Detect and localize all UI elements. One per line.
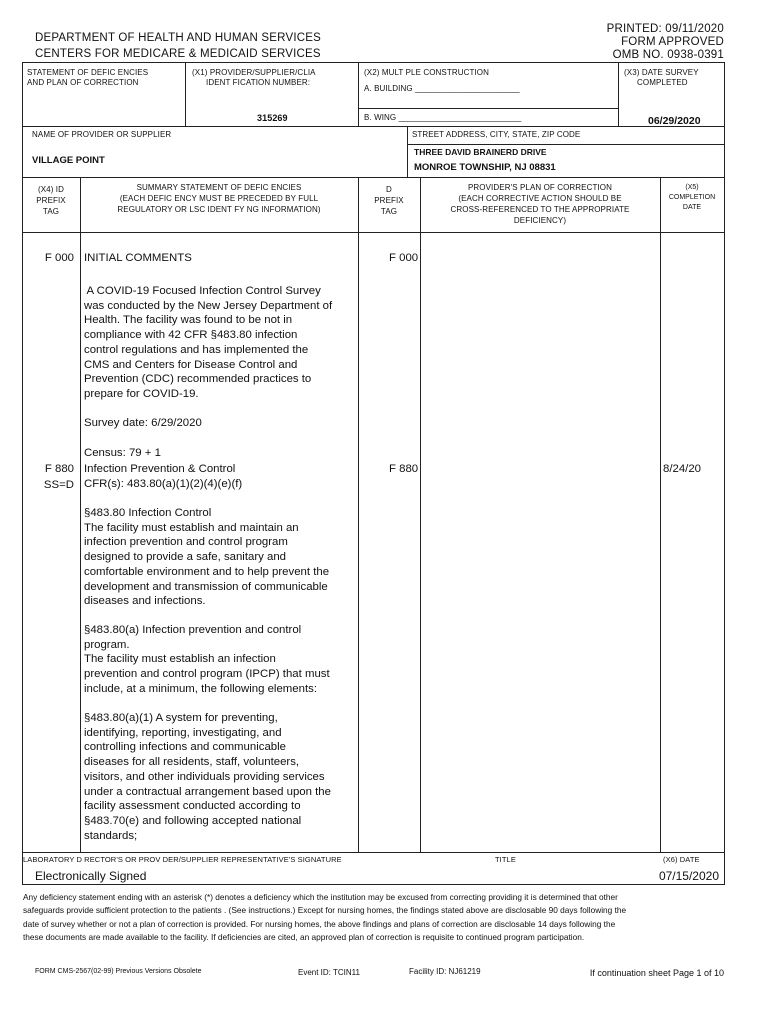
summary-heading: SUMMARY STATEMENT OF DEFIC ENCIES (EACH DEFIC ENCY MUST BE PRECEDED BY FULL REGULATORY OR LSC IDENT FY NG INFORMATION) [117,183,321,214]
initial-comments-heading: INITIAL COMMENTS [84,252,192,264]
department-line: DEPARTMENT OF HEALTH AND HUMAN SERVICES [35,32,321,44]
statement-label: STATEMENT OF DEFIC ENCIES [27,68,149,77]
building-label: A. BUILDING _______________________ [364,84,520,93]
x5-heading: (X5) COMPLETION DATE [668,184,716,211]
frame-right [724,62,725,884]
facility-id: Facility ID: NJ61219 [409,967,481,976]
title-label: TITLE [495,855,516,864]
signature-label: LABORATORY D RECTOR'S OR PROV DER/SUPPLIER REPRESENTATIVE'S SIGNATURE [23,855,342,864]
form-approved: FORM APPROVED [621,36,724,48]
rule-below-ids [22,126,725,127]
provider-name: VILLAGE POINT [32,155,105,166]
x4-heading: (X4) ID PREFIX TAG [36,185,66,216]
date-label: (X6) DATE [663,855,700,864]
survey-date: Survey date: 6/29/2020 [84,417,202,429]
centers-line: CENTERS FOR MEDICARE & MEDICAID SERVICES [35,48,321,60]
survey-completed-date: 06/29/2020 [648,115,701,127]
tag-f000-left: F 000 [44,252,74,264]
x3-label: (X3) DATE SURVEY [624,68,699,77]
rule-above-signature [22,852,725,853]
f880-cfr: CFR(s): 483.80(a)(1)(2)(4)(e)(f) [84,478,243,490]
f880-title: Infection Prevention & Control [84,463,236,475]
disclaimer: Any deficiency statement ending with an asterisk (*) denotes a deficiency which the institution may be excused from correcting providing it is determined that other safeguards provide sufficient protection to the patients . (See instructions.) Except for nursing homes, the findings stated above are disclosable 90 days following the date of survey whether or not a plan of correction is provided. For nursing homes, the above findings and plans of correction are disclosable 14 days following the these documents are made available to the facility. If deficiencies are cited, an approved plan of correction is requisite to continued program participation. [23,892,627,943]
census: Census: 79 + 1 [84,447,161,459]
omb-number: OMB NO. 0938-0391 [612,49,724,61]
rule-top [22,62,725,63]
x1-label: (X1) PROVIDER/SUPPLIER/CLIA [192,68,316,77]
provider-id-value: 315269 [257,113,288,123]
continuation-page: If continuation sheet Page 1 of 10 [589,968,724,978]
completion-date: 8/24/20 [663,463,702,475]
provider-label: NAME OF PROVIDER OR SUPPLIER [32,130,172,139]
signature-value: Electronically Signed [35,869,147,883]
ipcp-paragraph: §483.80(a) Infection prevention and control program. The facility must establish an infection prevention and control program (IPCP) that must include, at a minimum, the following elements: [84,624,330,695]
rule-below-provider [22,177,725,178]
system-paragraph: §483.80(a)(1) A system for preventing, identifying, reporting, investigating, and controlling infections and communicable diseases for all residents, staff, volunteers, visitors, and other individuals providing services under a contractual arrangement based upon the facility assessment conducted according to §483.70(e) and following accepted national standards; [84,712,331,842]
address-city: MONROE TOWNSHIP, NJ 08831 [414,162,556,173]
x2-label: (X2) MULT PLE CONSTRUCTION [364,68,489,77]
rule-below-colheads [22,232,725,233]
form-number: FORM CMS-2567(02-99) Previous Versions Obsolete [35,968,202,975]
covid-survey-paragraph: A COVID-19 Focused Infection Control Survey was conducted by the New Jersey Department of Health. The facility was found to be not in compliance with 42 CFR §483.80 infection control regulations and has implemented the CMS and Centers for Disease Control and Prevention (CDC) recommended practices to prepare for COVID-19. [84,285,333,400]
infection-control-paragraph: §483.80 Infection Control The facility must establish and maintain an infection prevention and control program designed to provide a safe, sanitary and comfortable environment and to help prevent the development and transmission of communicable diseases and infections. [84,507,330,608]
scope-severity: SS=D [43,479,74,491]
signature-date: 07/15/2020 [658,869,719,883]
tag-f000-right: F 000 [389,252,419,264]
tag-f880-right: F 880 [389,463,419,475]
plan-heading: PROVIDER'S PLAN OF CORRECTION (EACH CORRECTIVE ACTION SHOULD BE CROSS-REFERENCED TO THE APPROPRIATE DEFICIENCY) [450,183,630,225]
event-id: Event ID: TCIN11 [298,968,360,977]
tag-f880-left: F 880 [44,463,74,475]
printed-date: PRINTED: 09/11/2020 [606,23,724,35]
d-prefix-heading: D PREFIX TAG [374,185,404,216]
address-label: STREET ADDRESS, CITY, STATE, ZIP CODE [412,130,581,139]
rule-below-signature [22,884,725,885]
address-street: THREE DAVID BRAINERD DRIVE [414,147,547,157]
wing-label: B. WING ___________________________ [364,113,522,122]
